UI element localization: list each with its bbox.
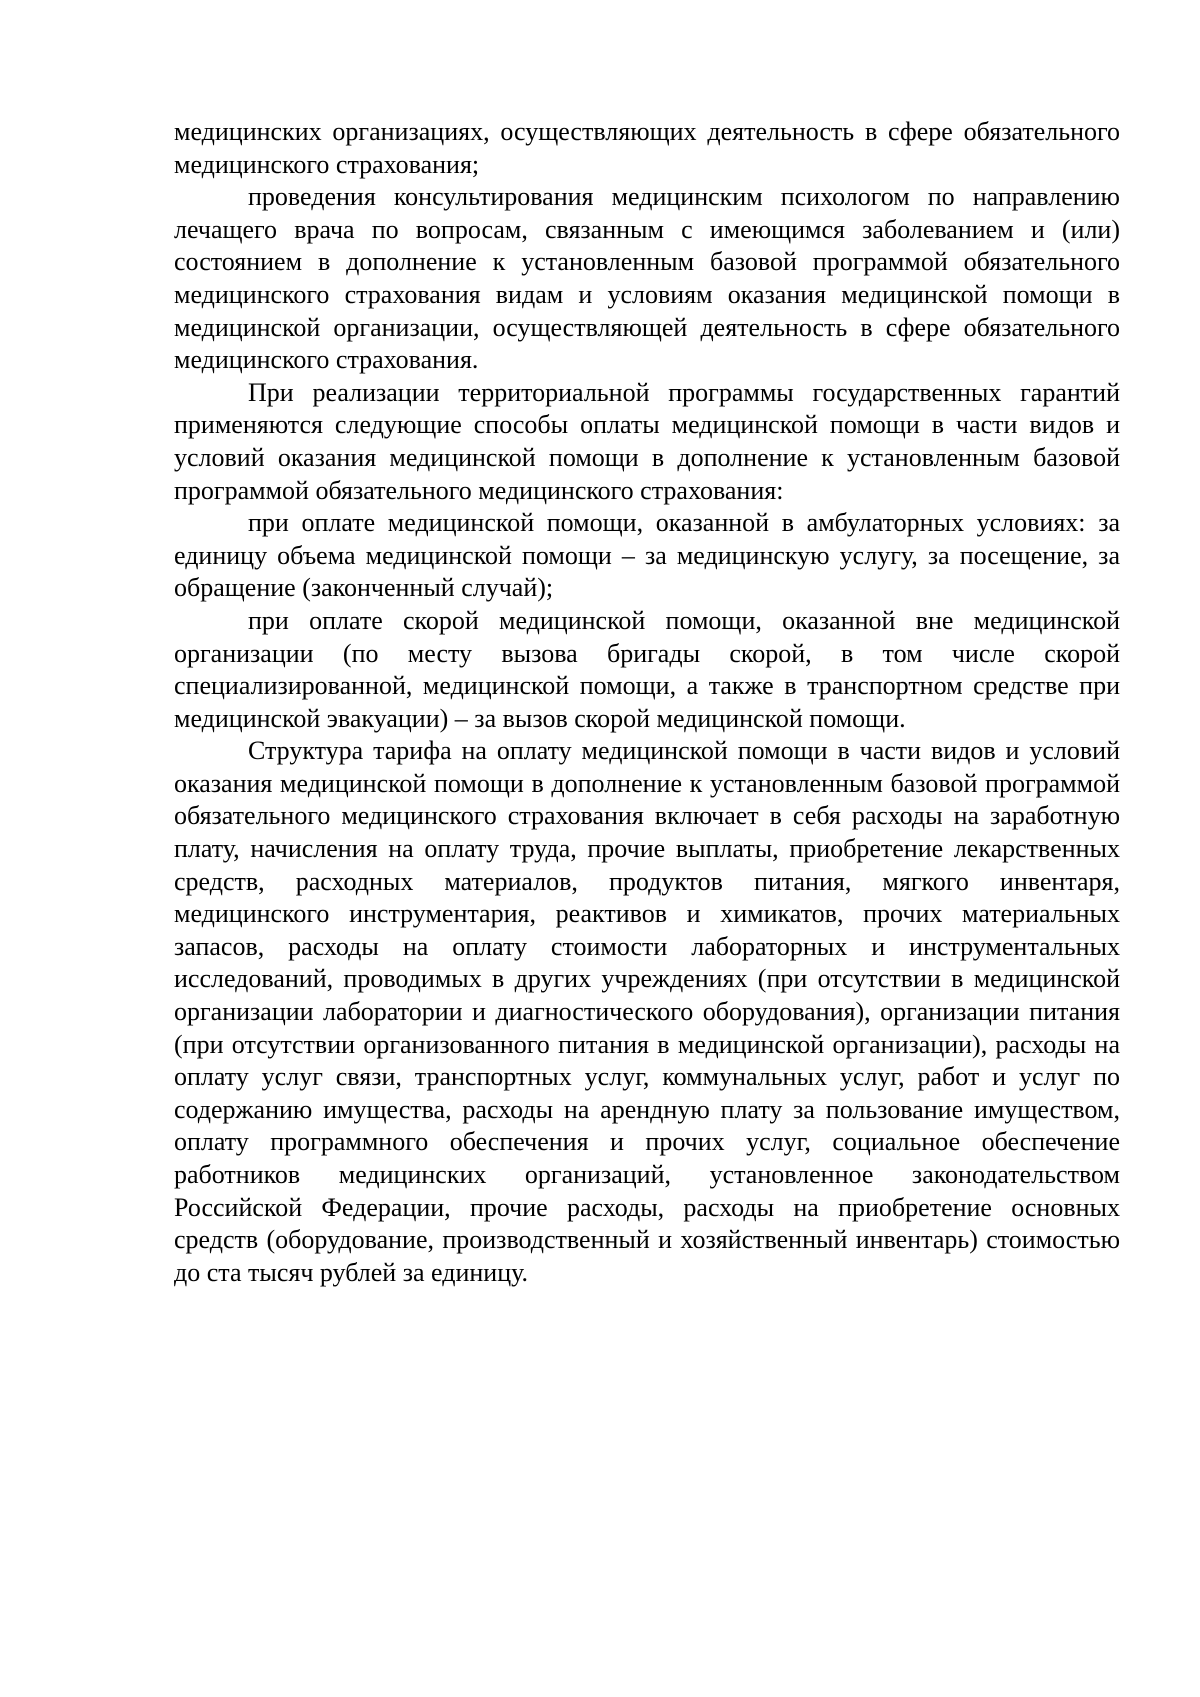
paragraph-outpatient-payment: при оплате медицинской помощи, оказанной в амбулаторных условиях: за единицу объема медицинской помощи – за медицинскую услугу, за посещение, за обращение (законченный случай); (174, 508, 1120, 603)
paragraph-ambulance-payment: при оплате скорой медицинской помощи, оказанной вне медицинской организации (по месту вызова бригады скорой, в том числе скорой специализированной, медицинской помощи, а также в транспортном средстве при медицинской эвакуации) – за вызов скорой медицинской помощи. (174, 605, 1120, 733)
document-body (174, 116, 1120, 1289)
paragraph-continuation: медицинских организациях, осуществляющих деятельность в сфере обязательного медицинского страхования; (174, 117, 1120, 179)
paragraph-tariff-structure: Структура тарифа на оплату медицинской помощи в части видов и условий оказания медицинской помощи в дополнение к установленным базовой программой обязательного медицинского страхования включает в себя расходы на заработную плату, начисления на оплату труда, прочие выплаты, приобретение лекарственных средств, расходных материалов, продуктов питания, мягкого инвентаря, медицинского инструментария, реактивов и химикатов, прочих материальных запасов, расходы на оплату стоимости лабораторных и инструментальных исследований, проводимых в других учреждениях (при отсутствии в медицинской организации лаборатории и диагностического оборудования), организации питания (при отсутствии организованного питания в медицинской организации), расходы на оплату услуг связи, транспортных услуг, коммунальных услуг, работ и услуг по содержанию имущества, расходы на арендную плату за пользование имуществом, оплату программного обеспечения и прочих услуг, социальное обеспечение работников медицинских организаций, установленное законодательством Российской Федерации, прочие расходы, расходы на приобретение основных средств (оборудование, производственный и хозяйственный инвентарь) стоимостью до ста тысяч рублей за единицу. (174, 736, 1120, 1287)
paragraph-psychologist-consultation: проведения консультирования медицинским психологом по направлению лечащего врача по вопросам, связанным с имеющимся заболеванием и (или) состоянием в дополнение к установленным базовой программой обязательного медицинского страхования видам и условиям оказания медицинской помощи в медицинской организации, осуществляющей деятельность в сфере обязательного медицинского страхования. (174, 182, 1120, 375)
paragraph-payment-methods: При реализации территориальной программы государственных гарантий применяются следующие способы оплаты медицинской помощи в части видов и условий оказания медицинской помощи в дополнение к установленным базовой программой обязательного медицинского страхования: (174, 377, 1120, 505)
